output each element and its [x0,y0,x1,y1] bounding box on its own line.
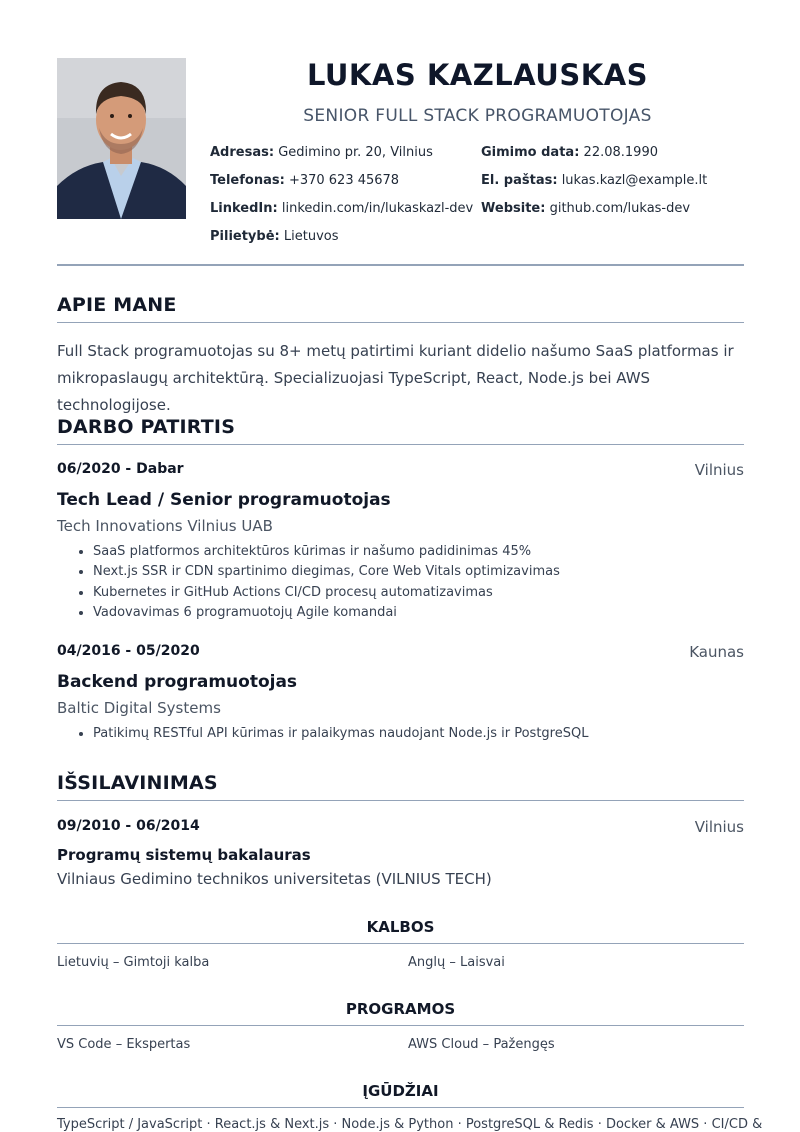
education-location: Vilnius [694,818,744,836]
job-bullet: • Next.js SSR ir CDN spartinimo diegimas, Core Web Vitals optimizavimas [93,562,560,582]
info-label: LinkedIn: [210,201,278,216]
info-label: Website: [481,201,546,216]
info-value: github.com/lukas-dev [549,201,691,216]
language-item: Anglų – Laisvai [408,955,505,970]
job-position: Backend programuotojas [57,672,298,692]
info-label: Telefonas: [210,173,285,188]
job-dates: 06/2020 - Dabar [57,461,184,477]
info-value: Gedimino pr. 20, Vilnius [278,145,433,160]
about-text: Full Stack programuotojas su 8+ metų patirtimi kuriant didelio našumo SaaS platformas ir mikropaslaugų architektūrą. Specializuojasi TypeScript, React, Node.js bei AWS technologijose. [57,342,734,414]
header-divider [57,264,744,266]
job-dates: 04/2016 - 05/2020 [57,643,200,659]
info-citizenship [210,229,338,244]
info-address [210,145,433,160]
info-label: Gimimo data: [481,145,580,160]
info-label: Adresas: [210,145,275,160]
job-bullets [75,724,588,744]
job-location: Vilnius [694,461,744,479]
section-title-about: APIE MANE [57,294,177,316]
section-title-education: IŠSILAVINIMAS [57,772,218,794]
job-company: Baltic Digital Systems [57,699,221,717]
info-value: linkedin.com/in/lukaskazl-dev [281,201,474,216]
education-dates: 09/2010 - 06/2014 [57,818,200,834]
job-position: Tech Lead / Senior programuotojas [57,490,391,510]
section-title-programs: PROGRAMOS [345,1000,456,1018]
education-university: Vilniaus Gedimino technikos universitetas (VILNIUS TECH) [57,870,492,888]
program-item: AWS Cloud – Pažengęs [408,1037,555,1052]
program-item: VS Code – Ekspertas [57,1037,191,1052]
info-phone [210,173,399,188]
info-website [481,201,690,216]
info-birth-date [481,145,658,160]
info-value: +370 623 45678 [288,173,400,188]
section-divider [57,322,744,323]
section-title-skills: ĮGŪDŽIAI [362,1082,439,1100]
section-divider [57,800,744,801]
job-bullet: • Kubernetes ir GitHub Actions CI/CD procesų automatizavimas [93,583,560,603]
info-linkedin [210,201,473,216]
language-item: Lietuvių – Gimtoji kalba [57,955,210,970]
info-label: Pilietybė: [210,229,280,244]
info-email [481,173,707,188]
section-title-experience: DARBO PATIRTIS [57,416,236,438]
job-location: Kaunas [689,643,744,661]
candidate-role: SENIOR FULL STACK PROGRAMUOTOJAS [303,106,652,126]
info-label: El. paštas: [481,173,558,188]
education-degree: Programų sistemų bakalauras [57,846,311,864]
job-company: Tech Innovations Vilnius UAB [57,517,273,535]
section-divider [57,1107,744,1108]
skills-text: TypeScript / JavaScript · React.js & Next.js · Node.js & Python · PostgreSQL & Redis · Docker & AWS · CI/CD & [57,1117,763,1132]
info-value: lukas.kazl@example.lt [561,173,708,188]
section-divider [57,1025,744,1026]
info-value: Lietuvos [283,229,339,244]
profile-photo-illustration [57,58,186,219]
candidate-name: LUKAS KAZLAUSKAS [306,58,649,92]
section-divider [57,444,744,445]
job-bullet: • SaaS platformos architektūros kūrimas ir našumo padidinimas 45% [93,542,560,562]
job-bullet: • Patikimų RESTful API kūrimas ir palaikymas naudojant Node.js ir PostgreSQL [93,724,588,744]
section-title-languages: KALBOS [366,918,435,936]
section-divider [57,943,744,944]
info-value: 22.08.1990 [583,145,658,160]
profile-photo [57,58,186,219]
job-bullet: • Vadovavimas 6 programuotojų Agile komandai [93,603,560,623]
job-bullets [75,542,560,623]
